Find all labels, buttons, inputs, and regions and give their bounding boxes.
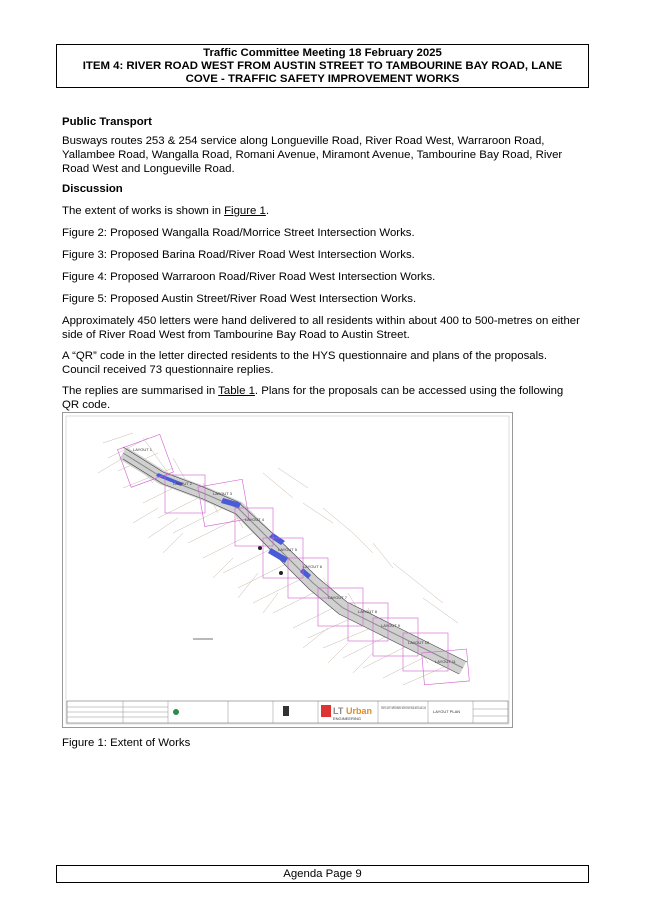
page-footer	[56, 865, 589, 883]
figure-4-reference: Figure 4: Proposed Warraroon Road/River Road West Intersection Works.	[62, 271, 436, 283]
title-block	[67, 701, 508, 723]
extent-text-end: .	[265, 205, 270, 217]
public-transport-text: Busways routes 253 & 254 service along Longueville Road, River Road West, Warraroon Road, Yallambee Road, Wangalla Road, Romani Avenue, Miramont Avenue, Tambourine Bay Road, River Road West and Longueville Road.	[62, 135, 563, 175]
layout-label: LAYOUT 4	[245, 517, 264, 522]
north-arrow-icon	[283, 706, 289, 716]
layout-label: LAYOUT 2	[173, 481, 192, 486]
logo-subtext: ENGINEERING	[333, 716, 362, 721]
layout-label: LAYOUT 8	[358, 609, 377, 614]
extent-text: The extent of works is shown in	[62, 205, 225, 217]
letters-paragraph: Approximately 450 letters were hand delivered to all residents within about 400 to 500-metres on either side of River Road West from Tambourine Bay Road to Austin Street.	[62, 315, 580, 341]
layout-label: LAYOUT 10	[408, 640, 430, 645]
project-title: TRAFFIC SAFETY IMPROVEMENT WORKS RIVER ROAD WEST LANE COVE	[381, 705, 427, 710]
logo-text-lt: LT	[333, 706, 344, 716]
figure-1-link[interactable]: Figure 1	[224, 205, 266, 217]
layout-label: LAYOUT 1	[133, 447, 152, 452]
discussion-heading: Discussion	[62, 183, 123, 195]
layout-label: LAYOUT 7	[328, 595, 347, 600]
council-logo	[173, 709, 179, 715]
lt-urban-logo-mark	[321, 705, 331, 717]
layout-label: LAYOUT 3	[213, 491, 232, 496]
header-item-title-line2: COVE - TRAFFIC SAFETY IMPROVEMENT WORKS	[185, 73, 460, 86]
logo-text-urban: Urban	[346, 706, 373, 716]
qr-paragraph: A “QR” code in the letter directed residents to the HYS questionnaire and plans of the proposals. Council received 73 questionnaire replies.	[62, 350, 548, 376]
extent-of-works-plan	[62, 412, 513, 728]
figure-3-reference: Figure 3: Proposed Barina Road/River Road West Intersection Works.	[62, 249, 415, 261]
figure-2-reference: Figure 2: Proposed Wangalla Road/Morrice Street Intersection Works.	[62, 227, 415, 239]
figure-5-reference: Figure 5: Proposed Austin Street/River Road West Intersection Works.	[62, 293, 417, 305]
replies-paragraph	[62, 384, 582, 412]
header-item-title-line1: ITEM 4: RIVER ROAD WEST FROM AUSTIN STREET TO TAMBOURINE BAY ROAD, LANE	[82, 60, 563, 73]
agenda-page-number: Agenda Page 9	[283, 868, 362, 880]
replies-text: The replies are summarised in	[62, 385, 219, 397]
page-header	[56, 44, 589, 88]
extent-paragraph	[62, 204, 582, 218]
sheet-title: LAYOUT PLAN	[433, 709, 461, 714]
replies-text-end: . Plans for the proposals can be accessed using the following QR code.	[62, 385, 564, 411]
plan-drawing	[63, 413, 512, 727]
layout-label: LAYOUT 11	[435, 659, 456, 664]
public-transport-heading: Public Transport	[62, 116, 152, 128]
layout-label: LAYOUT 9	[381, 623, 400, 628]
layout-label: LAYOUT 5	[278, 547, 297, 552]
layout-label: LAYOUT 6	[303, 564, 322, 569]
header-meeting-title: Traffic Committee Meeting 18 February 2025	[203, 47, 442, 59]
report-body	[62, 115, 582, 419]
figure-caption: Figure 1: Extent of Works	[62, 737, 191, 749]
table-1-link[interactable]: Table 1	[218, 385, 255, 397]
